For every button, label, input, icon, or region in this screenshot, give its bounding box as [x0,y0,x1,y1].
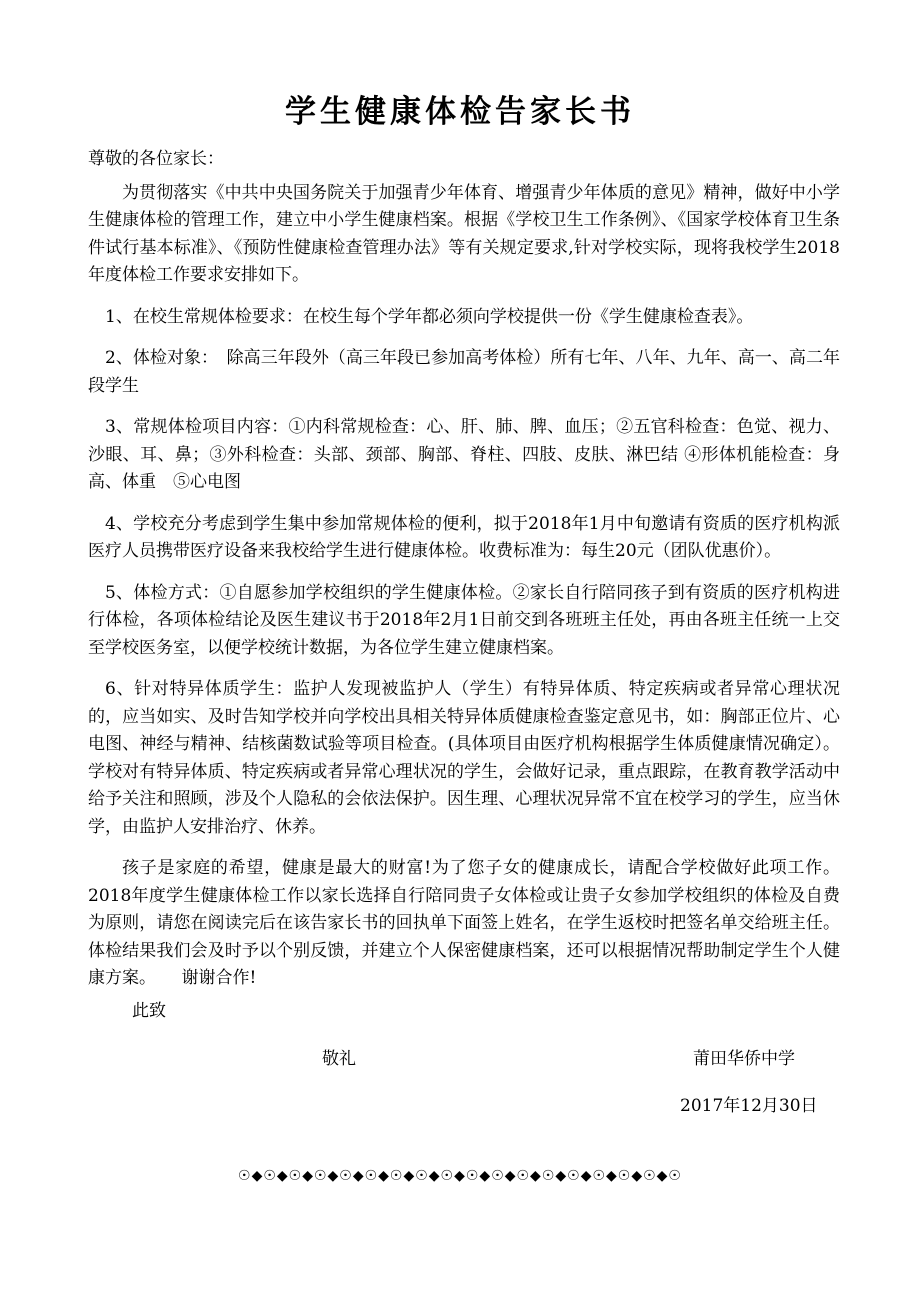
cut-line-divider: ☉◆☉◆☉◆☉◆☉◆☉◆☉◆☉◆☉◆☉◆☉◆☉◆☉◆☉◆☉◆☉◆☉◆☉ [238,1168,682,1184]
closing-paragraph: 孩子是家庭的希望，健康是最大的财富!为了您子女的健康成长，请配合学校做好此项工作。2018年度学生健康体检工作以家长选择自行陪同贵子女体检或让贵子女参加学校组织的体检及自费为原则，请您在阅读完后在该告家长书的回执单下面签上姓名，在学生返校时把签名单交给班主任。体检结果我们会及时予以个别反馈，并建立个人保密健康档案，还可以根据情况帮助制定学生个人健康方案。 谢谢合作! [88,858,840,988]
document-date: 2017年12月30日 [680,1096,818,1116]
item-4-paragraph: 4、学校充分考虑到学生集中参加常规体检的便利，拟于2018年1月中旬邀请有资质的医疗机构派医疗人员携带医疗设备来我校给学生进行健康体检。收费标准为：每生20元（团队优惠价）。 [88,513,840,561]
salutation: 尊敬的各位家长： [88,149,224,169]
document-title: 学生健康体检告家长书 [285,94,635,130]
item-1-paragraph: 1、在校生常规体检要求：在校生每个学年都必须向学校提供一份《学生健康检查表》。 [105,306,754,327]
item-3-paragraph: 3、常规体检项目内容：①内科常规检查：心、肝、肺、脾、血压；②五官科检查：色觉、视力、沙眼、耳、鼻；③外科检查：头部、颈部、胸部、脊柱、四肢、皮肤、淋巴结 ④形体机能检查：身高、体重 ⑤心电图 [88,417,840,492]
item-5-paragraph: 5、体检方式：①自愿参加学校组织的学生健康体检。②家长自行陪同孩子到有资质的医疗机构进行体检，各项体检结论及医生建议书于2018年2月1日前交到各班班主任处，再由各班主任统一上交至学校医务室，以便学校统计数据，为各位学生建立健康档案。 [88,582,840,658]
item-2-paragraph: 2、体检对象： 除高三年段外（高三年段已参加高考体检）所有七年、八年、九年、高一、高二年段学生 [88,348,840,396]
item-6-paragraph: 6、针对特异体质学生：监护人发现被监护人（学生）有特异体质、特定疾病或者异常心理状况的，应当如实、及时告知学校并向学校出具相关特异体质健康检查鉴定意见书，如：胸部正位片、心电图、神经与精神、结核菌数试验等项目检查。(具体项目由医疗机构根据学生体质健康情况确定）。学校对有特异体质、特定疾病或者异常心理状况的学生，会做好记录，重点跟踪，在教育教学活动中给予关注和照顾，涉及个人隐私的会依法保护。因生理、心理状况异常不宜在校学习的学生，应当休学，由监护人安排治疗、休养。 [88,679,840,837]
intro-paragraph: 为贯彻落实《中共中央国务院关于加强青少年体育、增强青少年体质的意见》精神，做好中小学生健康体检的管理工作，建立中小学生健康档案。根据《学校卫生工作条例》、《国家学校体育卫生条件试行基本标准》、《预防性健康检查管理办法》等有关规定要求,针对学校实际，现将我校学生2018年度体检工作要求安排如下。 [88,182,840,285]
document-body [88,146,840,993]
school-signature: 莆田华侨中学 [693,1049,795,1069]
closing-phrase: 此致 [132,1001,166,1021]
regards-phrase: 敬礼 [322,1049,356,1069]
